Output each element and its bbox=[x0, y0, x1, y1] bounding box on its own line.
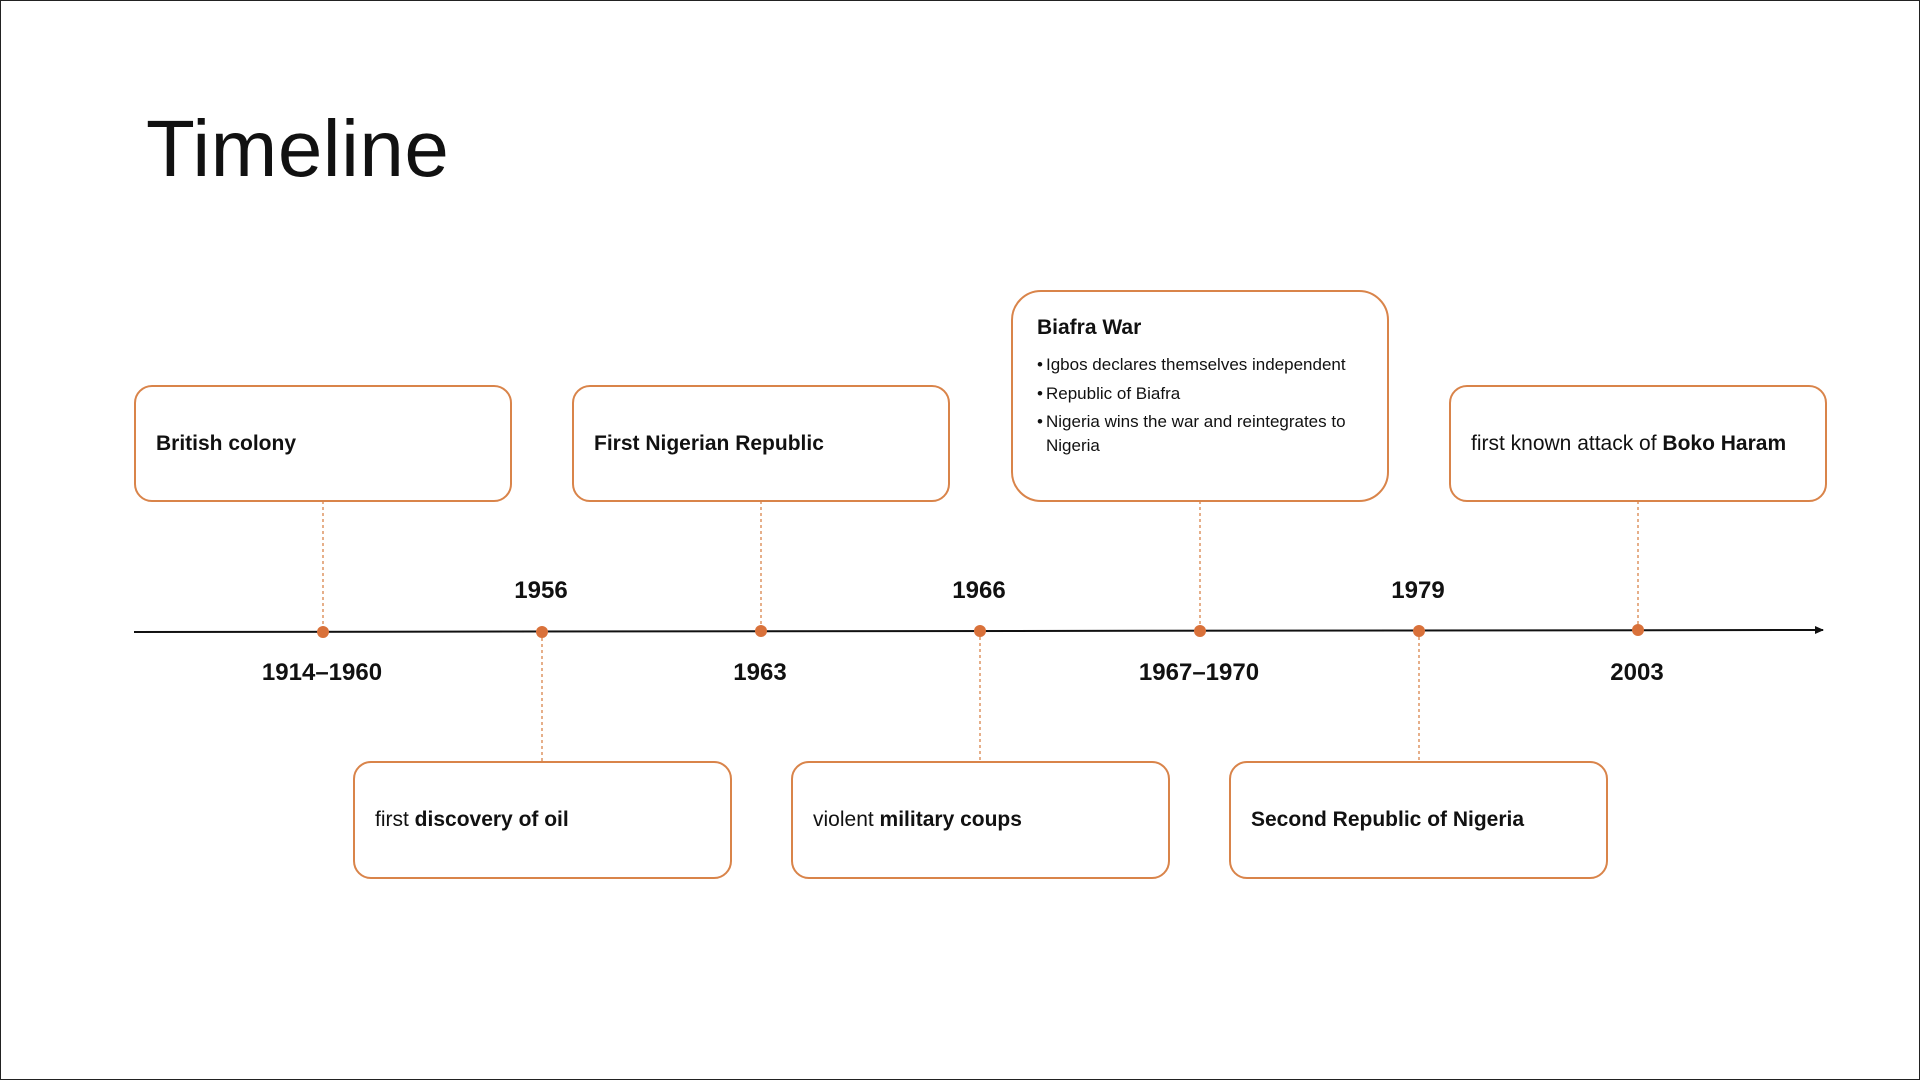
timeline-dot-biafra-war bbox=[1194, 625, 1206, 637]
event-box-boko-haram bbox=[1449, 385, 1827, 502]
timeline-dot-oil-discovery bbox=[536, 626, 548, 638]
event-text: First Nigerian Republic bbox=[594, 431, 824, 455]
year-label-british-colony: 1914–1960 bbox=[261, 659, 383, 686]
bullet-item: • Republic of Biafra bbox=[1037, 382, 1363, 405]
event-box-british-colony bbox=[134, 385, 512, 502]
event-text: first known attack of Boko Haram bbox=[1471, 431, 1787, 455]
timeline-dot-british-colony bbox=[317, 626, 329, 638]
year-label-biafra-war: 1967–1970 bbox=[1138, 659, 1260, 686]
event-text: first discovery of oil bbox=[375, 808, 569, 832]
event-box-second-republic bbox=[1229, 761, 1608, 879]
year-label-first-republic: 1963 bbox=[733, 659, 787, 686]
timeline-dot-boko-haram bbox=[1632, 624, 1644, 636]
year-label-second-republic: 1979 bbox=[1391, 577, 1445, 604]
bullet-item: • Igbos declares themselves independent bbox=[1037, 353, 1363, 376]
timeline-dot-second-republic bbox=[1413, 625, 1425, 637]
event-text: Second Republic of Nigeria bbox=[1251, 808, 1525, 832]
biafra-war-bullets bbox=[1037, 353, 1363, 462]
timeline-dot-first-republic bbox=[755, 625, 767, 637]
slide-title: Timeline bbox=[146, 104, 450, 193]
event-box-biafra-war bbox=[1011, 290, 1389, 502]
event-box-oil-discovery bbox=[353, 761, 732, 879]
event-box-first-republic bbox=[572, 385, 950, 502]
event-text: British colony bbox=[156, 431, 297, 455]
event-text: violent military coups bbox=[813, 808, 1022, 832]
timeline-dot-military-coups bbox=[974, 625, 986, 637]
biafra-war-title: Biafra War bbox=[1037, 316, 1142, 339]
year-label-boko-haram: 2003 bbox=[1610, 659, 1664, 686]
event-box-military-coups bbox=[791, 761, 1170, 879]
bullet-item: • Nigeria wins the war and reintegrates to Nigeria bbox=[1037, 410, 1363, 457]
year-label-oil-discovery: 1956 bbox=[514, 577, 568, 604]
timeline-graphic bbox=[1, 1, 1919, 1079]
year-label-military-coups: 1966 bbox=[952, 577, 1006, 604]
